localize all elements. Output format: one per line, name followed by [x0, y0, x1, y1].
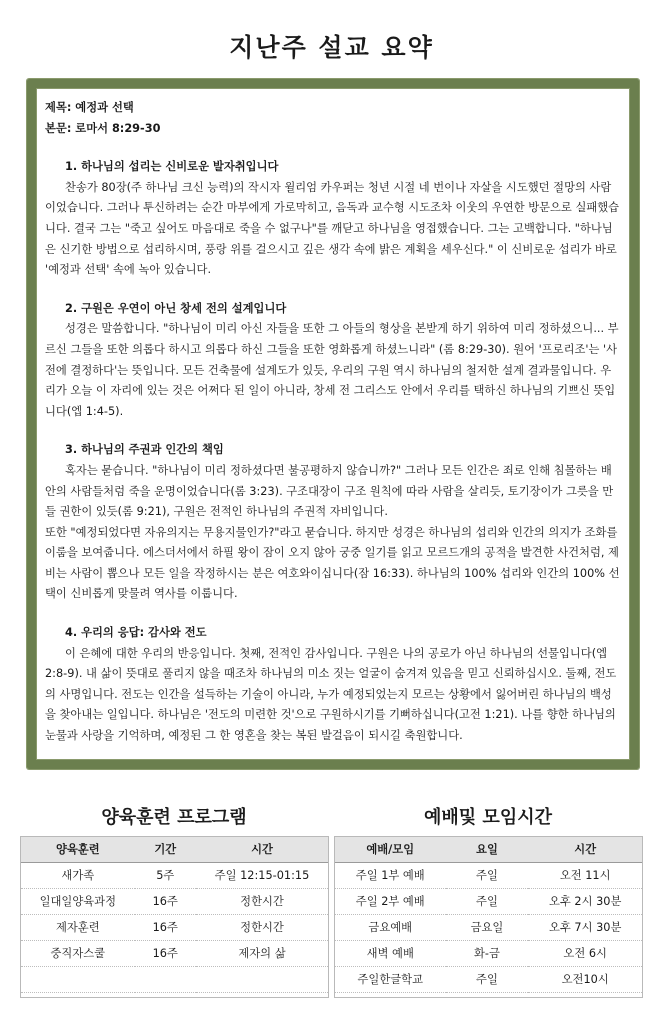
section-heading: 3. 하나님의 주권과 인간의 책임 [65, 443, 224, 457]
worship-table [335, 837, 642, 993]
table-cell: 제자의 삶 [196, 940, 328, 966]
table-row [21, 940, 328, 966]
section-paragraph: 또한 "예정되었다면 자유의지는 무용지물인가?"라고 묻습니다. 하지만 성경은 하나님의 섭리와 인간의 의지가 조화를 이룸을 보여줍니다. 에스더서에서 하필 왕이 잠이 오지 않아 궁중 일기를 읽고 모르드개의 공적을 발견한 사건처럼, 제비는 사람이 뽑으나 모든 일을 작정하시는 분은 여호와이십니다(잠 16:33). 하나님의 100% 섭리와 인간의 100% 선택이 신비롭게 맞물려 역사를 이룹니다. [45, 525, 620, 601]
table-cell: 주일 [446, 966, 529, 992]
table-cell: 주일 1부 예배 [335, 862, 446, 888]
table-row [335, 914, 642, 940]
table-cell: 금요일 [446, 914, 529, 940]
table-cell: 주일 [446, 888, 529, 914]
table-cell: 화-금 [446, 940, 529, 966]
table-header-row [335, 837, 642, 862]
column-header: 예배/모임 [335, 837, 446, 862]
table-row [335, 966, 642, 992]
table-cell: 정한시간 [196, 914, 328, 940]
column-header: 시간 [528, 837, 642, 862]
section-paragraph: 이 은혜에 대한 우리의 반응입니다. 첫째, 전적인 감사입니다. 구원은 나의 공로가 아닌 하나님의 선물입니다(엡 2:8-9). 내 삶이 뜻대로 풀리지 않을 때조차 하나님의 미소 짓는 얼굴이 숨겨져 있음을 믿고 신뢰하십시오. 둘째, 전도의 사명입니다. 전도는 인간을 설득하는 기술이 아니라, 누가 예정되었는지 모르는 상황에서 잃어버린 하나님의 백성을 찾아내는 일입니다. 하나님은 '전도의 미련한 것'으로 구원하시기를 기뻐하십니다(고전 1:21). 나를 향한 하나님의 눈물과 사랑을 기억하며, 예정된 그 한 영혼을 찾는 복된 발걸음이 되시길 축원합니다. [45, 646, 617, 743]
sermon-section [45, 440, 621, 605]
section-heading: 4. 우리의 응답: 감사와 전도 [65, 626, 207, 640]
table-cell: 일대일양육과정 [21, 888, 135, 914]
column-header: 요일 [446, 837, 529, 862]
table-cell: 제자훈련 [21, 914, 135, 940]
table-cell: 주일 2부 예배 [335, 888, 446, 914]
table-cell: 중직자스쿨 [21, 940, 135, 966]
table-cell [196, 966, 328, 992]
table-cell: 오전 11시 [528, 862, 642, 888]
sermon-section [45, 299, 621, 423]
table-cell: 금요예배 [335, 914, 446, 940]
table-cell: 주일한글학교 [335, 966, 446, 992]
table-row [21, 966, 328, 992]
sermon-content [45, 98, 621, 750]
sermon-section [45, 157, 621, 281]
table-row [335, 940, 642, 966]
table-cell: 16주 [135, 888, 196, 914]
table-row [335, 862, 642, 888]
table-cell [21, 966, 135, 992]
table-cell: 5주 [135, 862, 196, 888]
page-title: 지난주 설교 요약 [229, 33, 434, 62]
training-title: 양육훈련 프로그램 [101, 807, 247, 828]
sermon-frame [27, 79, 639, 769]
section-heading: 1. 하나님의 섭리는 신비로운 발자취입니다 [65, 160, 279, 174]
table-cell: 새벽 예배 [335, 940, 446, 966]
section-paragraph: 성경은 말씀합니다. "하나님이 미리 아신 자들을 또한 그 아들의 형상을 본받게 하기 위하여 미리 정하셨으니... 부르신 그들을 또한 의롭다 하시고 의롭다 하신 그들을 또한 영화롭게 하셨느니라" (롬 8:29-30). 원어 '프로리조'는 '사전에 결정하다'는 뜻입니다. 모든 건축물에 설계도가 있듯, 우리의 구원 역시 하나님의 철저한 설계 결과물입니다. 우리가 오늘 이 자리에 있는 것은 어쩌다 된 일이 아니라, 창세 전 그리스도 안에서 우리를 택하신 하나님의 기쁘신 뜻입니다(엡 1:4-5). [45, 322, 619, 418]
section-paragraph: 찬송가 80장(주 하나님 크신 능력)의 작시자 윌리엄 카우퍼는 청년 시절 네 번이나 자살을 시도했던 절망의 사람이었습니다. 그러나 투신하려는 순간 마부에게 가로막히고, 음독과 교수형 시도조차 이웃의 우연한 방문으로 실패했습니다. 결국 그는 "죽고 싶어도 마음대로 죽을 수 없구나"를 깨닫고 하나님을 영접했습니다. 그는 고백합니다. "하나님은 신기한 방법으로 섭리하시며, 풍랑 위를 걸으시고 깊은 생각 속에 밝은 계획을 세우신다." 이 신비로운 섭리가 바로 '예정과 선택' 속에 녹아 있습니다. [45, 180, 620, 277]
table-header-row [21, 837, 328, 862]
table-cell [135, 966, 196, 992]
table-cell: 새가족 [21, 862, 135, 888]
sermon-scripture: 본문: 로마서 8:29-30 [45, 121, 161, 135]
table-row [21, 862, 328, 888]
table-cell: 16주 [135, 940, 196, 966]
worship-table-box [334, 836, 643, 998]
table-row [21, 914, 328, 940]
table-cell: 오후 2시 30분 [528, 888, 642, 914]
column-header: 시간 [196, 837, 328, 862]
column-header: 기간 [135, 837, 196, 862]
table-cell: 오전 6시 [528, 940, 642, 966]
table-cell: 주일 [446, 862, 529, 888]
sermon-subject: 제목: 예정과 선택 [45, 101, 134, 114]
table-cell: 오전10시 [528, 966, 642, 992]
table-row [21, 888, 328, 914]
table-cell: 정한시간 [196, 888, 328, 914]
sermon-section [45, 623, 621, 747]
table-cell: 오후 7시 30분 [528, 914, 642, 940]
training-table-box [20, 836, 329, 998]
section-paragraph: 혹자는 묻습니다. "하나님이 미리 정하셨다면 불공평하지 않습니까?" 그러나 모든 인간은 죄로 인해 침몰하는 배 안의 사람들처럼 죽을 운명이었습니다(롬 3:23). 구조대장이 구조 원칙에 따라 사람을 살리듯, 토기장이가 그릇을 만들 권한이 있듯(롬 9:21), 구원은 전적인 하나님의 주권적 자비입니다. [45, 463, 614, 519]
training-table [21, 837, 328, 993]
worship-title: 예배및 모임시간 [424, 807, 552, 828]
table-row [335, 888, 642, 914]
section-heading: 2. 구원은 우연이 아닌 창세 전의 설계입니다 [65, 301, 287, 315]
table-cell: 16주 [135, 914, 196, 940]
column-header: 양육훈련 [21, 837, 135, 862]
table-cell: 주일 12:15-01:15 [196, 862, 328, 888]
